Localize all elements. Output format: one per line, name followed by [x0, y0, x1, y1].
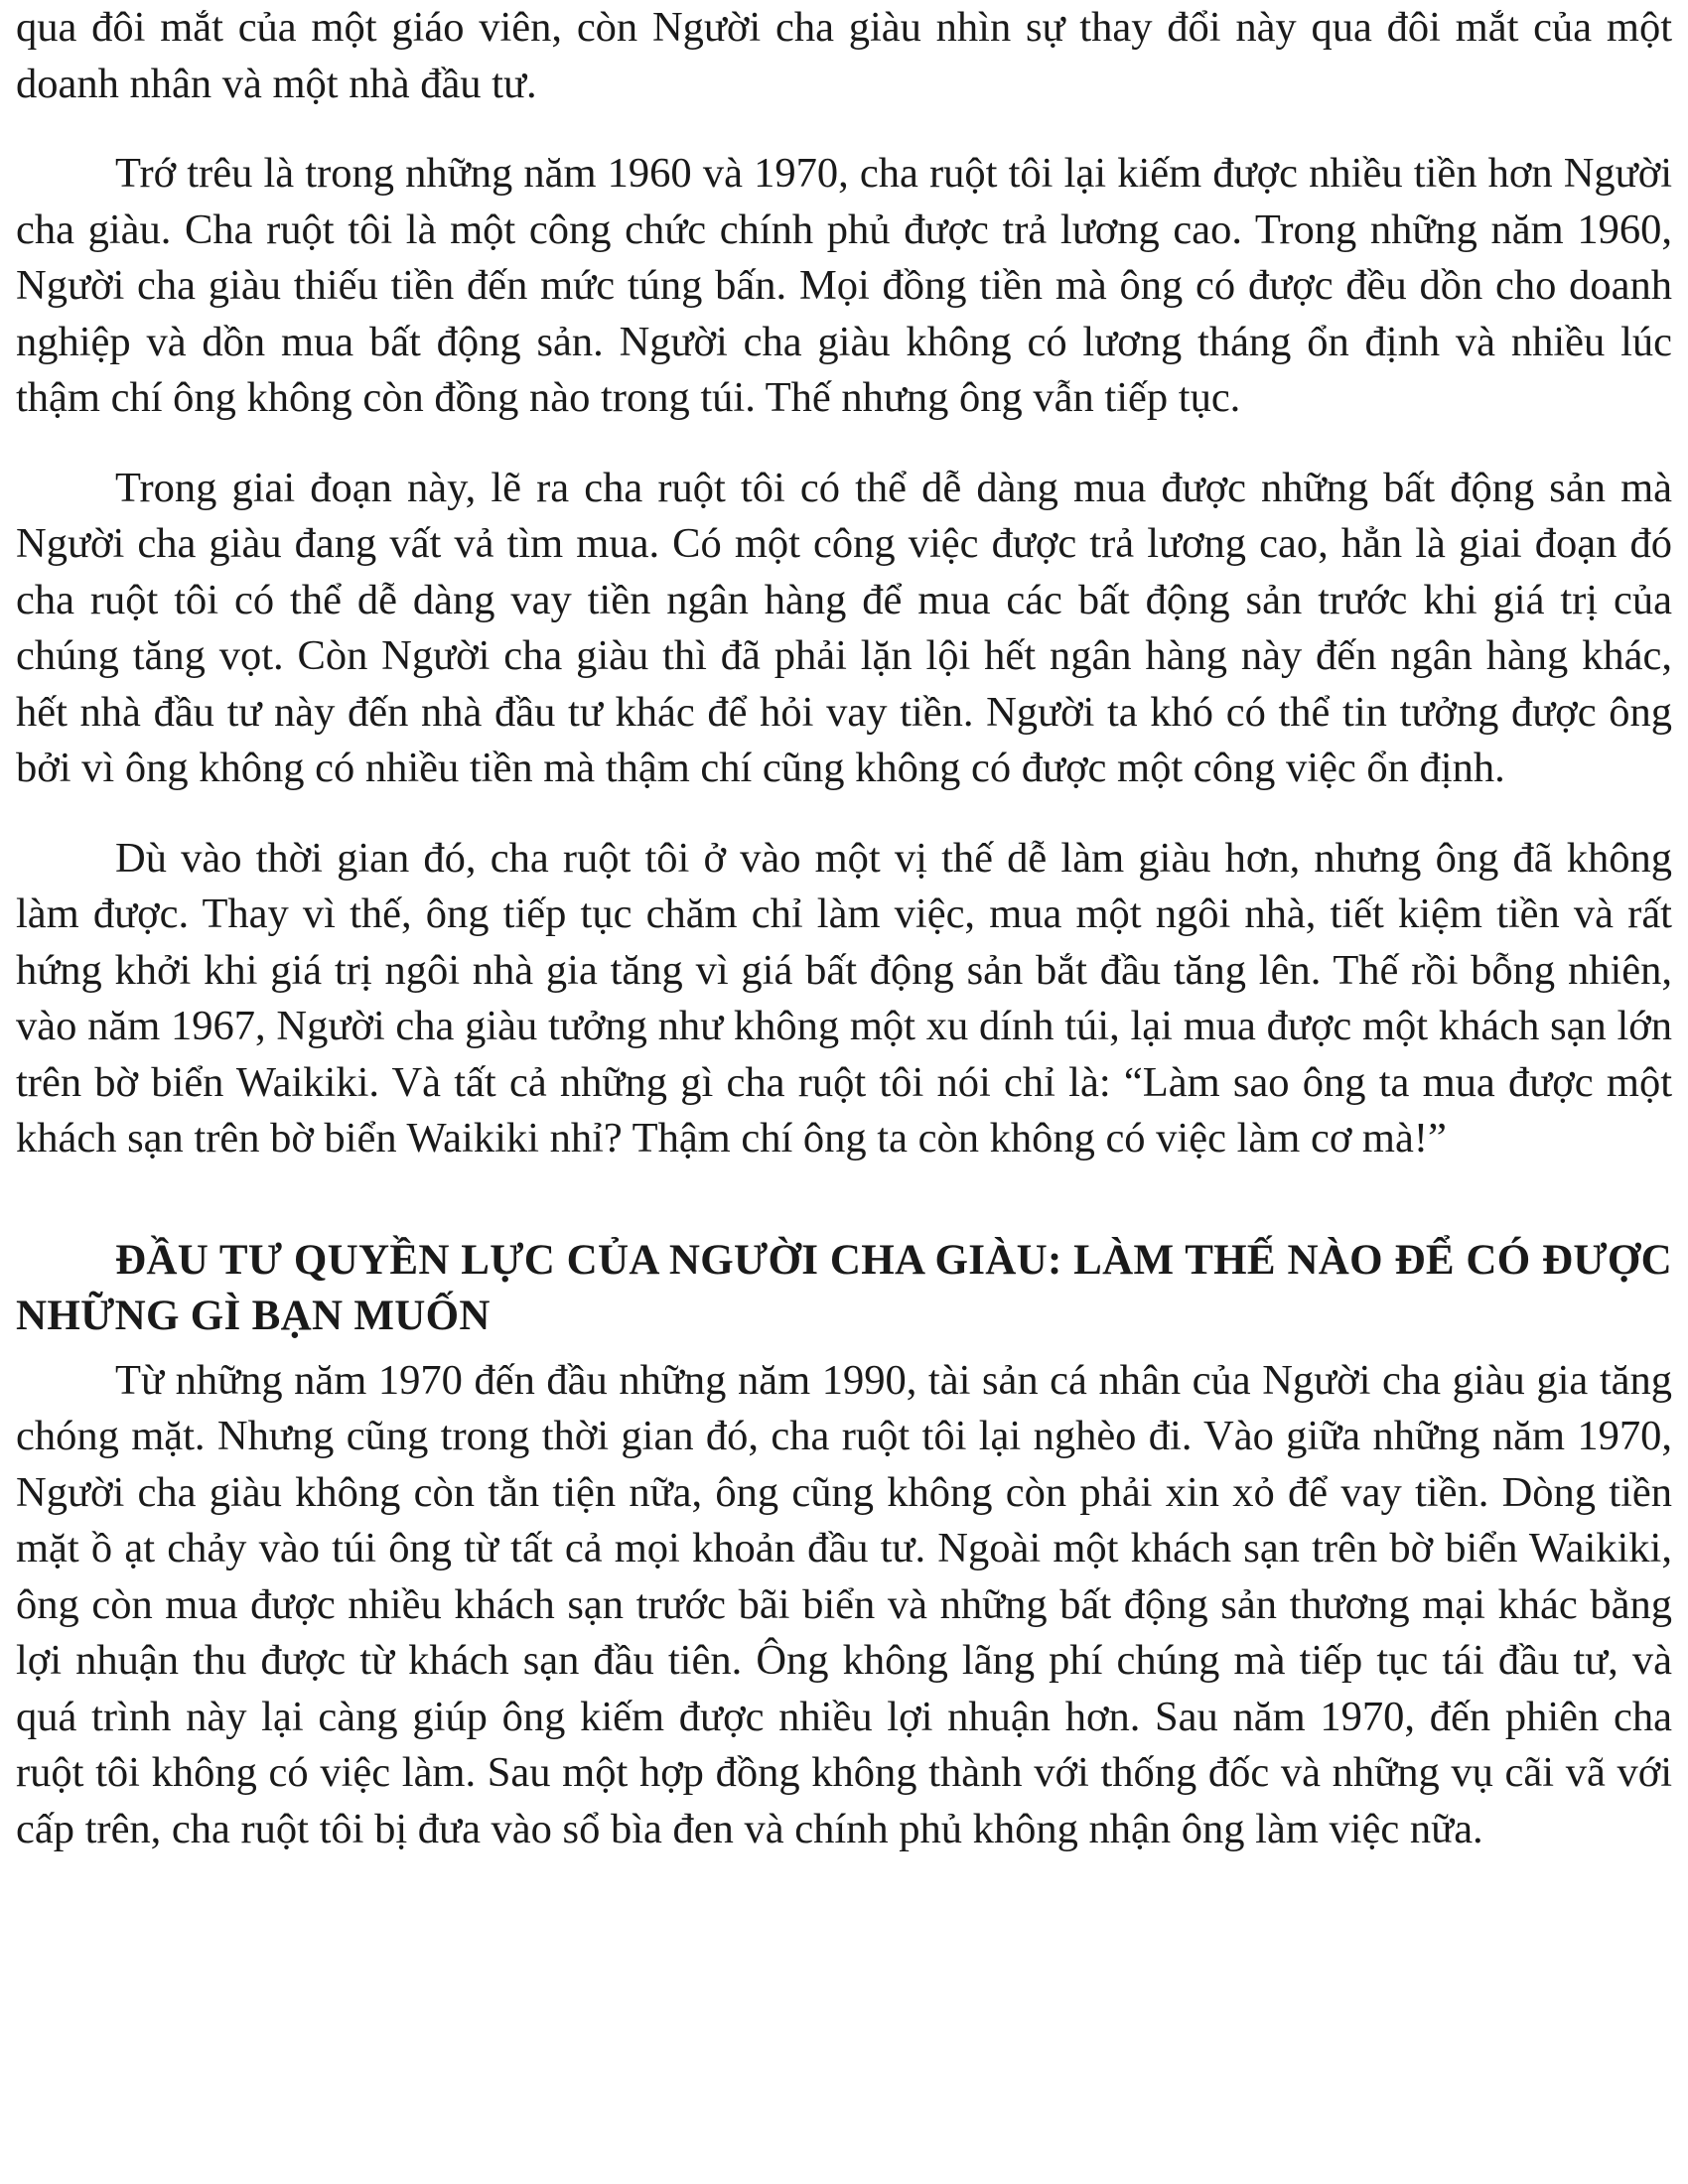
- document-page: [16, 0, 1672, 1891]
- paragraph-ironically: Trớ trêu là trong những năm 1960 và 1970, cha ruột tôi lại kiếm được nhiều tiền hơn Người cha giàu. Cha ruột tôi là một công chức chính phủ được trả lương cao. Trong những năm 1960, Người cha giàu thiếu tiền đến mức túng bấn. Mọi đồng tiền mà ông có được đều dồn cho doanh nghiệp và dồn mua bất động sản. Người cha giàu không có lương tháng ổn định và nhiều lúc thậm chí ông không còn đồng nào trong túi. Thế nhưng ông vẫn tiếp tục.: [16, 150, 1672, 421]
- paragraph-although: Dù vào thời gian đó, cha ruột tôi ở vào một vị thế dễ làm giàu hơn, nhưng ông đã không làm được. Thay vì thế, ông tiếp tục chăm chỉ làm việc, mua một ngôi nhà, tiết kiệm tiền và rất hứng khởi khi giá trị ngôi nhà gia tăng vì giá bất động sản bắt đầu tăng lên. Thế rồi bỗng nhiên, vào năm 1967, Người cha giàu tưởng như không một xu dính túi, lại mua được một khách sạn lớn trên bờ biển Waikiki. Và tất cả những gì cha ruột tôi nói chỉ là: “Làm sao ông ta mua được một khách sạn trên bờ biển Waikiki nhỉ? Thậm chí ông ta còn không có việc làm cơ mà!”: [16, 834, 1672, 1161]
- paragraph-from-1970s: Từ những năm 1970 đến đầu những năm 1990, tài sản cá nhân của Người cha giàu gia tăng chóng mặt. Nhưng cũng trong thời gian đó, cha ruột tôi lại nghèo đi. Vào giữa những năm 1970, Người cha giàu không còn tằn tiện nữa, ông cũng không còn phải xin xỏ để vay tiền. Dòng tiền mặt ồ ạt chảy vào túi ông từ tất cả mọi khoản đầu tư. Ngoài một khách sạn trên bờ biển Waikiki, ông còn mua được nhiều khách sạn trước bãi biển và những bất động sản thương mại khác bằng lợi nhuận thu được từ khách sạn đầu tiên. Ông không lãng phí chúng mà tiếp tục tái đầu tư, và quá trình này lại càng giúp ông kiếm được nhiều lợi nhuận hơn. Sau năm 1970, đến phiên cha ruột tôi không có việc làm. Sau một hợp đồng không thành với thống đốc và những vụ cãi vã với cấp trên, cha ruột tôi bị đưa vào sổ bìa đen và chính phủ không nhận ông làm việc nữa.: [16, 1356, 1672, 1852]
- paragraph-continuation: qua đôi mắt của một giáo viên, còn Người cha giàu nhìn sự thay đổi này qua đôi mắt của một doanh nhân và một nhà đầu tư.: [16, 4, 1672, 107]
- paragraph-during-this-period: Trong giai đoạn này, lẽ ra cha ruột tôi có thể dễ dàng mua được những bất động sản mà Người cha giàu đang vất vả tìm mua. Có một công việc được trả lương cao, hẳn là giai đoạn đó cha ruột tôi có thể dễ dàng vay tiền ngân hàng để mua các bất động sản trước khi giá trị của chúng tăng vọt. Còn Người cha giàu thì đã phải lặn lội hết ngân hàng này đến ngân hàng khác, hết nhà đầu tư này đến nhà đầu tư khác để hỏi vay tiền. Người ta khó có thể tin tưởng được ông bởi vì ông không có nhiều tiền mà thậm chí cũng không có được một công việc ổn định.: [16, 464, 1672, 791]
- section-heading: ĐẦU TƯ QUYỀN LỰC CỦA NGƯỜI CHA GIÀU: LÀM THẾ NÀO ĐỂ CÓ ĐƯỢC NHỮNG GÌ BẠN MUỐN: [16, 1236, 1672, 1339]
